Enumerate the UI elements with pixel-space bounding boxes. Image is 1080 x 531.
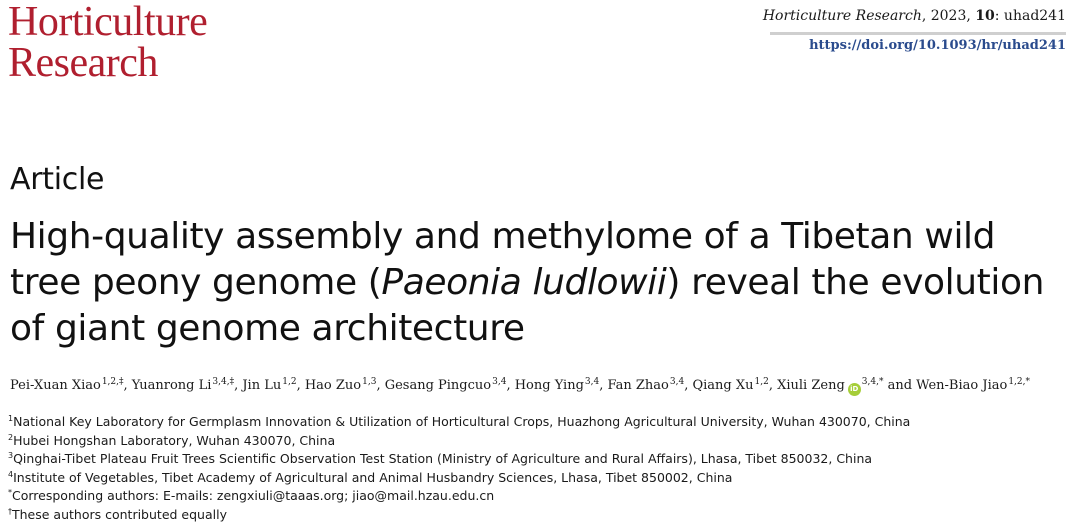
affiliation-item bbox=[8, 469, 1074, 488]
affiliation-item bbox=[8, 432, 1074, 451]
logo-line-2: Research bbox=[8, 40, 158, 86]
citation-article-id: : uhad241 bbox=[994, 8, 1066, 24]
citation-volume: 10 bbox=[975, 8, 995, 24]
title-species: Paeonia ludlowii bbox=[381, 262, 667, 303]
title-line-3: of giant genome architecture bbox=[10, 308, 525, 349]
article-title bbox=[10, 214, 1076, 352]
affiliation-text: Qinghai-Tibet Plateau Fruit Trees Scientific Observation Test Station (Ministry of Agriculture and Rural Affairs), Lhasa, Tibet 850032, China bbox=[13, 451, 873, 466]
logo-line-1: Horticulture bbox=[8, 0, 208, 45]
author-affiliation-marks: 3,4 bbox=[584, 376, 600, 387]
corresponding-authors bbox=[8, 487, 1074, 506]
affiliation-item bbox=[8, 450, 1074, 469]
author-separator: , bbox=[599, 378, 608, 393]
author-separator: , bbox=[684, 378, 693, 393]
title-line-2-pre: tree peony genome ( bbox=[10, 262, 382, 303]
author-name[interactable]: Fan Zhao bbox=[607, 378, 669, 393]
author-name[interactable]: Jin Lu bbox=[242, 378, 282, 393]
title-line-2-post: ) reveal the evolution bbox=[666, 262, 1045, 303]
author-affiliation-marks: 3,4 bbox=[492, 376, 507, 387]
affiliation-mark: 3 bbox=[8, 450, 14, 460]
author-affiliation-marks: 1,2,‡ bbox=[101, 376, 124, 387]
corresponding-mark: * bbox=[8, 487, 12, 497]
citation-divider bbox=[770, 32, 1066, 35]
equal-contribution-mark: † bbox=[8, 506, 12, 516]
article-type: Article bbox=[10, 162, 105, 197]
author-affiliation-marks: 1,2 bbox=[282, 376, 297, 387]
orcid-icon[interactable]: iD bbox=[848, 383, 861, 396]
affiliation-mark: 1 bbox=[8, 413, 14, 423]
author-name[interactable]: Wen-Biao Jiao bbox=[916, 378, 1008, 393]
citation-year: , 2023, bbox=[921, 8, 976, 24]
author-separator: , bbox=[123, 378, 132, 393]
author-name[interactable]: Pei-Xuan Xiao bbox=[10, 378, 101, 393]
citation-journal-name: Horticulture Research bbox=[762, 8, 922, 24]
affiliation-mark: 4 bbox=[8, 469, 14, 479]
author-separator: and bbox=[883, 378, 917, 393]
author-affiliation-marks: 1,3 bbox=[362, 376, 377, 387]
equal-contribution-text: These authors contributed equally bbox=[12, 506, 227, 522]
author-name[interactable]: Xiuli Zeng bbox=[777, 378, 845, 393]
author-name[interactable]: Yuanrong Li bbox=[131, 378, 212, 393]
author-affiliation-marks: 3,4,* bbox=[861, 376, 884, 387]
title-line-1: High-quality assembly and methylome of a Tibetan wild bbox=[10, 216, 996, 257]
author-affiliation-marks: 3,4 bbox=[669, 376, 685, 387]
affiliation-text: Hubei Hongshan Laboratory, Wuhan 430070, China bbox=[13, 432, 336, 448]
author-separator: , bbox=[296, 378, 305, 393]
author-affiliation-marks: 1,2 bbox=[754, 376, 769, 387]
author-affiliation-marks: 1,2,* bbox=[1008, 376, 1030, 387]
journal-logo bbox=[8, 2, 207, 84]
author-separator: , bbox=[506, 378, 515, 393]
author-separator: , bbox=[376, 378, 385, 393]
affiliation-text: Institute of Vegetables, Tibet Academy of Agricultural and Animal Husbandry Sciences, Lhasa, Tibet 850002, China bbox=[13, 469, 733, 485]
author-name[interactable]: Hong Ying bbox=[514, 378, 584, 393]
affiliation-item bbox=[8, 413, 1074, 432]
equal-contribution-note bbox=[8, 506, 1074, 525]
author-separator: , bbox=[768, 378, 778, 393]
affiliation-text: National Key Laboratory for Germplasm Innovation & Utilization of Horticultural Crops, Huazhong Agricultural University, Wuhan 430070, China bbox=[13, 414, 911, 429]
author-name[interactable]: Gesang Pingcuo bbox=[384, 378, 492, 393]
author-list bbox=[10, 378, 1076, 396]
author-name[interactable]: Hao Zuo bbox=[304, 378, 362, 393]
author-affiliation-marks: 3,4,‡ bbox=[212, 376, 235, 387]
affiliation-list bbox=[8, 413, 1074, 524]
author-name[interactable]: Qiang Xu bbox=[692, 378, 754, 393]
affiliation-mark: 2 bbox=[8, 432, 14, 442]
citation bbox=[763, 6, 1066, 26]
author-separator: , bbox=[234, 378, 243, 393]
doi-link[interactable]: https://doi.org/10.1093/hr/uhad241 bbox=[809, 38, 1066, 53]
corresponding-emails[interactable]: Corresponding authors: E-mails: zengxiuli@taaas.org; jiao@mail.hzau.edu.cn bbox=[12, 488, 495, 503]
